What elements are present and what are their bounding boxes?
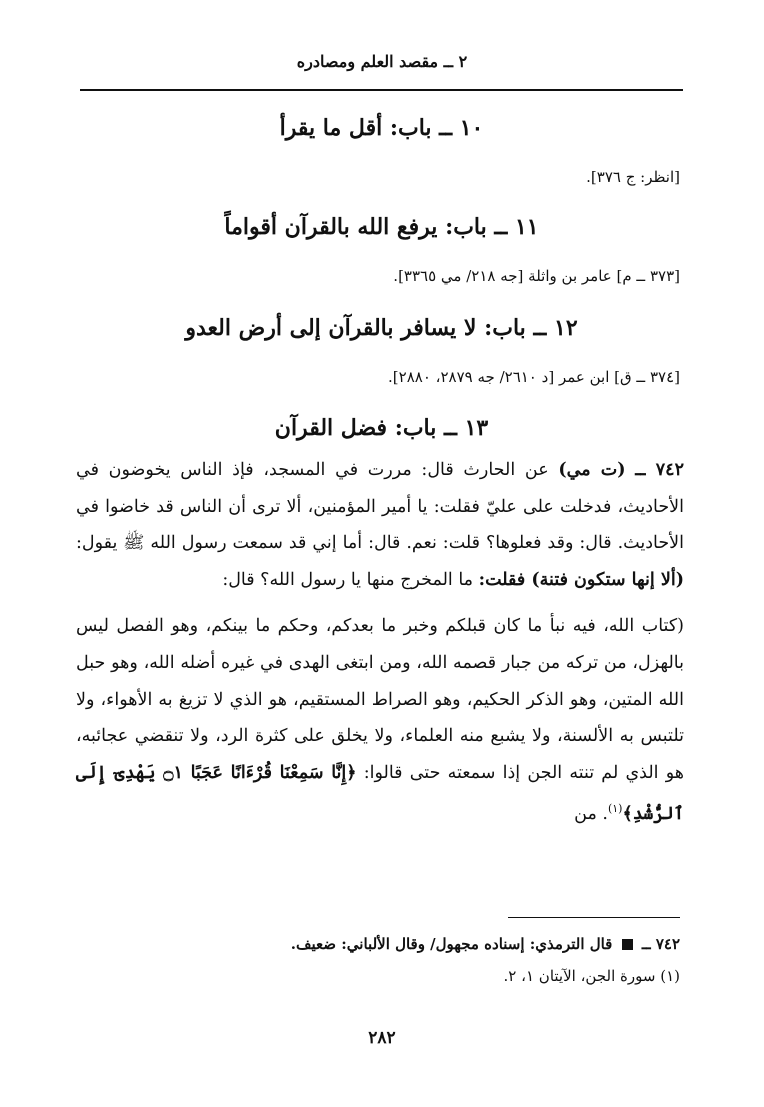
footnote-grade-text: قال الترمذي: إسناده مجهول/ وقال الألباني: ضعيف. <box>290 935 613 953</box>
chapter-heading-13: ١٣ ــ باب: فضل القرآن <box>274 415 489 441</box>
chapter-reference-12: [٣٧٤ ــ ق] ابن عمر [د ٢٦١٠/ جه ٢٨٧٩، ٢٨٨٠]. <box>388 368 680 386</box>
footnote-1: (١) سورة الجن، الآيتان ١، ٢. <box>503 967 680 985</box>
hadith-bold-quote: (ألا إنها ستكون فتنة) فقلت: <box>478 569 684 590</box>
running-header: ٢ ــ مقصد العلم ومصادره <box>296 52 468 71</box>
quran-verse: ﴿إِنَّا سَمِعْنَا قُرْءَانًا عَجَبًا ۝١ يَهْدِىٓ إِلَى ٱلرُّشْدِ﴾ <box>76 762 684 825</box>
hadith-text-part-2: ما المخرج منها يا رسول الله؟ قال: <box>222 569 474 590</box>
chapter-reference-11: [٣٧٣ ــ م] عامر بن واثلة [جه ٢١٨/ مي ٣٣٦٥]. <box>393 267 680 285</box>
footnote-divider <box>508 917 680 918</box>
hadith-source-code: (ت مي) <box>558 460 626 480</box>
hadith-paragraph-1 <box>76 452 684 598</box>
footnote-grade-number: ٧٤٢ ــ <box>641 935 680 953</box>
chapter-heading-11: ١١ ــ باب: يرفع الله بالقرآن أقواماً <box>224 214 539 240</box>
footnote-grade <box>80 932 680 956</box>
header-divider <box>80 89 683 91</box>
square-bullet-icon <box>622 939 633 950</box>
chapter-reference-10: [انظر: ج ٣٧٦]. <box>586 168 680 186</box>
hadith-text-tail: . من <box>574 804 608 825</box>
hadith-text-part-1: عن الحارث قال: مررت في المسجد، فإذ الناس يخوضون في الأحاديث، فدخلت على عليّ فقلت: يا أمير المؤمنين، ألا ترى أن الناس قد خاضوا في الأحاديث. قال: وقد فعلوها؟ قلت: نعم. قال: أما إني قد سمعت رسول الله ﷺ يقول: <box>76 460 684 554</box>
hadith-number: ٧٤٢ ــ <box>635 460 684 480</box>
hadith-text-part-3: (كتاب الله، فيه نبأ ما كان قبلكم وخبر ما بعدكم، وحكم ما بينكم، وهو الفصل ليس بالهزل، من تركه من جبار قصمه الله، ومن ابتغى الهدى في غيره أضله الله، وهو حبل الله المتين، وهو الذكر الحكيم، وهو الصراط المستقيم، هو الذي لا تزيغ به الأهواء، ولا تلتبس به الألسنة، ولا يشبع منه العلماء، ولا يخلق على كثرة الرد، ولا تنقضي عجائبه، هو الذي لم تنته الجن إذا سمعته حتى قالوا: <box>76 616 684 783</box>
hadith-body <box>76 452 684 833</box>
footnote-marker: (١) <box>607 802 623 816</box>
chapter-heading-10: ١٠ ــ باب: أقل ما يقرأ <box>279 115 484 141</box>
chapter-heading-12: ١٢ ــ باب: لا يسافر بالقرآن إلى أرض العدو <box>185 315 578 341</box>
hadith-paragraph-2 <box>76 608 684 832</box>
page-number: ٢٨٢ <box>368 1028 396 1048</box>
